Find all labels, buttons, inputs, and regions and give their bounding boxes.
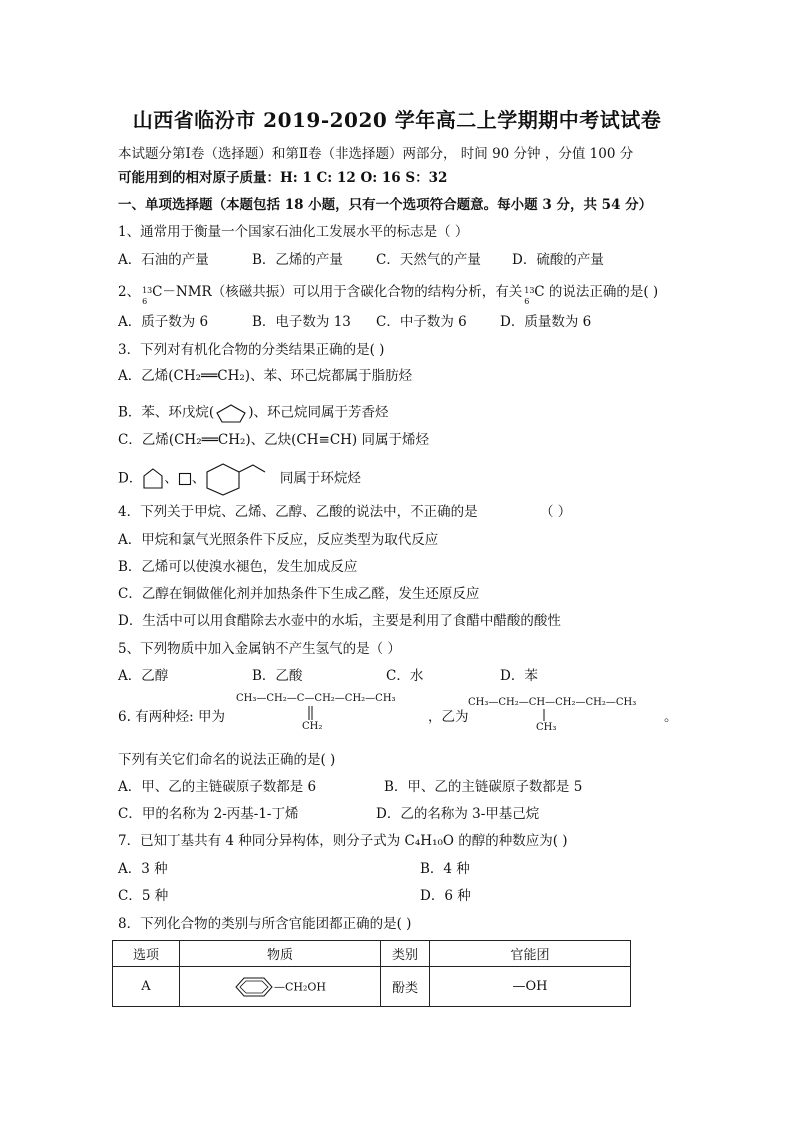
q2-option-c: C．中子数为 6 [376, 314, 467, 330]
q1-option-d: D．硫酸的产量 [512, 252, 604, 268]
methylcyclohexane-icon [205, 462, 271, 496]
q3-option-b-text1: B．苯、环戊烷( [118, 404, 215, 421]
header-category: 类别 [381, 941, 430, 967]
q6-option-a: A．甲、乙的主链碳原子数都是 6 [118, 779, 317, 795]
q4-option-a: A．甲烷和氯气光照条件下反应，反应类型为取代反应 [118, 532, 439, 548]
q3-option-c: C．乙烯(CH₂══CH₂)、乙炔(CH≡CH) 同属于烯烃 [118, 432, 429, 448]
cyclopentane-icon [214, 402, 248, 424]
q4-option-b: B．乙烯可以使溴水褪色，发生加成反应 [118, 559, 358, 575]
q6-yi-formula: CH₃—CH₂—CH—CH₂—CH₂—CH₃ [468, 697, 637, 708]
q3-d-sep1: 、 [164, 470, 178, 487]
q7-option-b: B．4 种 [420, 861, 470, 877]
q3-option-b [118, 402, 388, 424]
q2-option-a: A．质子数为 6 [118, 314, 209, 330]
row-a-group: —OH [430, 967, 631, 1007]
q1-option-b: B．乙烯的产量 [252, 252, 343, 268]
q8-table [112, 940, 631, 1007]
q6-stem2: 下列有关它们命名的说法正确的是( ) [118, 752, 336, 768]
cyclobutane-icon [178, 472, 192, 486]
q8-stem: 8．下列化合物的类别与所含官能团都正确的是( ) [118, 916, 412, 932]
q5-option-b: B．乙酸 [252, 668, 303, 684]
q7-stem: 7．已知丁基共有 4 种同分异构体，则分子式为 C₄H₁₀O 的醇的种数应为( ) [118, 833, 568, 849]
isotope-z: 6 [142, 296, 148, 306]
q7-option-a: A．3 种 [118, 861, 168, 877]
q4-paren: （ ） [540, 504, 572, 520]
q2-stem [118, 282, 659, 306]
isotope-mass: 13 [524, 285, 535, 295]
carbon-isotope-1 [140, 283, 153, 306]
q4-stem: 4．下列关于甲烷、乙烯、乙醇、乙酸的说法中，不正确的是 [118, 504, 478, 520]
q2-option-b: B．电子数为 13 [252, 314, 351, 330]
q5-stem: 5、下列物质中加入金属钠不产生氢气的是（ ） [118, 641, 401, 657]
q6-end: 。 [664, 709, 678, 725]
q3-d-sep2: 、 [191, 470, 206, 487]
isotope-z: 6 [524, 296, 530, 306]
double-bond-icon [306, 706, 316, 720]
q6-option-c: C．甲的名称为 2-丙基-1-丁烯 [118, 806, 299, 822]
q3-option-a: A．乙烯(CH₂══CH₂)、苯、环己烷都属于脂肪烃 [118, 368, 413, 384]
cyclopentene-icon [142, 467, 164, 491]
q3-option-d [118, 462, 361, 492]
q6-yi-branch: CH₃ [536, 722, 557, 733]
q7-option-d: D．6 种 [420, 888, 471, 904]
q3-option-d-label: D． [118, 470, 143, 487]
q3-option-d-text: 同属于环烷烃 [279, 470, 361, 487]
q2-option-d: D．质量数为 6 [500, 314, 592, 330]
atomic-masses: 可能用到的相对原子质量：H: 1 C: 12 O: 16 S：32 [118, 170, 448, 186]
page-title: 山西省临汾市 2019-2020 学年高二上学期期中考试试卷 [132, 108, 662, 132]
isotope-mass: 13 [142, 285, 153, 295]
q3-stem: 3．下列对有机化合物的分类结果正确的是( ) [118, 342, 385, 358]
q4-option-d: D．生活中可以用食醋除去水壶中的水垢，主要是利用了食醋中醋酸的酸性 [118, 613, 561, 629]
carbon-isotope-2 [522, 283, 535, 306]
q2-number: 2、 [118, 284, 141, 300]
q6-jia-formula: CH₃—CH₂—C—CH₂—CH₂—CH₃ [236, 693, 396, 704]
row-a-substance [180, 967, 381, 1007]
header-group: 官能团 [430, 941, 631, 967]
row-a-category: 酚类 [381, 967, 430, 1007]
q2-part2: C 的说法正确的是( ) [534, 284, 659, 300]
table-header-row [113, 941, 631, 967]
header-substance: 物质 [180, 941, 381, 967]
q2-part1: C－NMR（核磁共振）可以用于含碳化合物的结构分析，有关 [152, 284, 523, 300]
row-a-option: A [113, 967, 180, 1007]
q7-option-c: C．5 种 [118, 888, 169, 904]
q6-lead: 6. 有两种烃: 甲为 [118, 709, 226, 725]
row-a-substance-text: —CH₂OH [273, 980, 327, 993]
q4-option-c: C．乙醇在铜做催化剂并加热条件下生成乙醛，发生还原反应 [118, 586, 480, 602]
q5-option-c: C．水 [386, 668, 424, 684]
q5-option-a: A．乙醇 [118, 668, 169, 684]
q6-jia-branch: CH₂ [302, 721, 323, 732]
q1-option-a: A．石油的产量 [118, 252, 209, 268]
q5-option-d: D．苯 [500, 668, 538, 684]
header-option: 选项 [113, 941, 180, 967]
section-heading: 一、单项选择题（本题包括 18 小题，只有一个选项符合题意。每小题 3 分，共 54 分） [118, 197, 653, 213]
benzene-ring-icon [234, 976, 274, 998]
intro-line: 本试题分第Ⅰ卷（选择题）和第Ⅱ卷（非选择题）两部分， 时间 90 分钟 ，分值 100 分 [118, 146, 634, 162]
table-row [113, 967, 631, 1007]
q6-option-d: D．乙的名称为 3-甲基己烷 [376, 806, 540, 822]
q3-option-b-text2: )、环己烷同属于芳香烃 [248, 404, 389, 421]
q6-option-b: B．甲、乙的主链碳原子数都是 5 [384, 779, 583, 795]
q1-option-c: C．天然气的产量 [376, 252, 481, 268]
single-bond-icon [541, 709, 547, 721]
q6-mid: ，乙为 [428, 709, 469, 725]
q1-stem: 1、通常用于衡量一个国家石油化工发展水平的标志是（ ） [118, 224, 469, 240]
